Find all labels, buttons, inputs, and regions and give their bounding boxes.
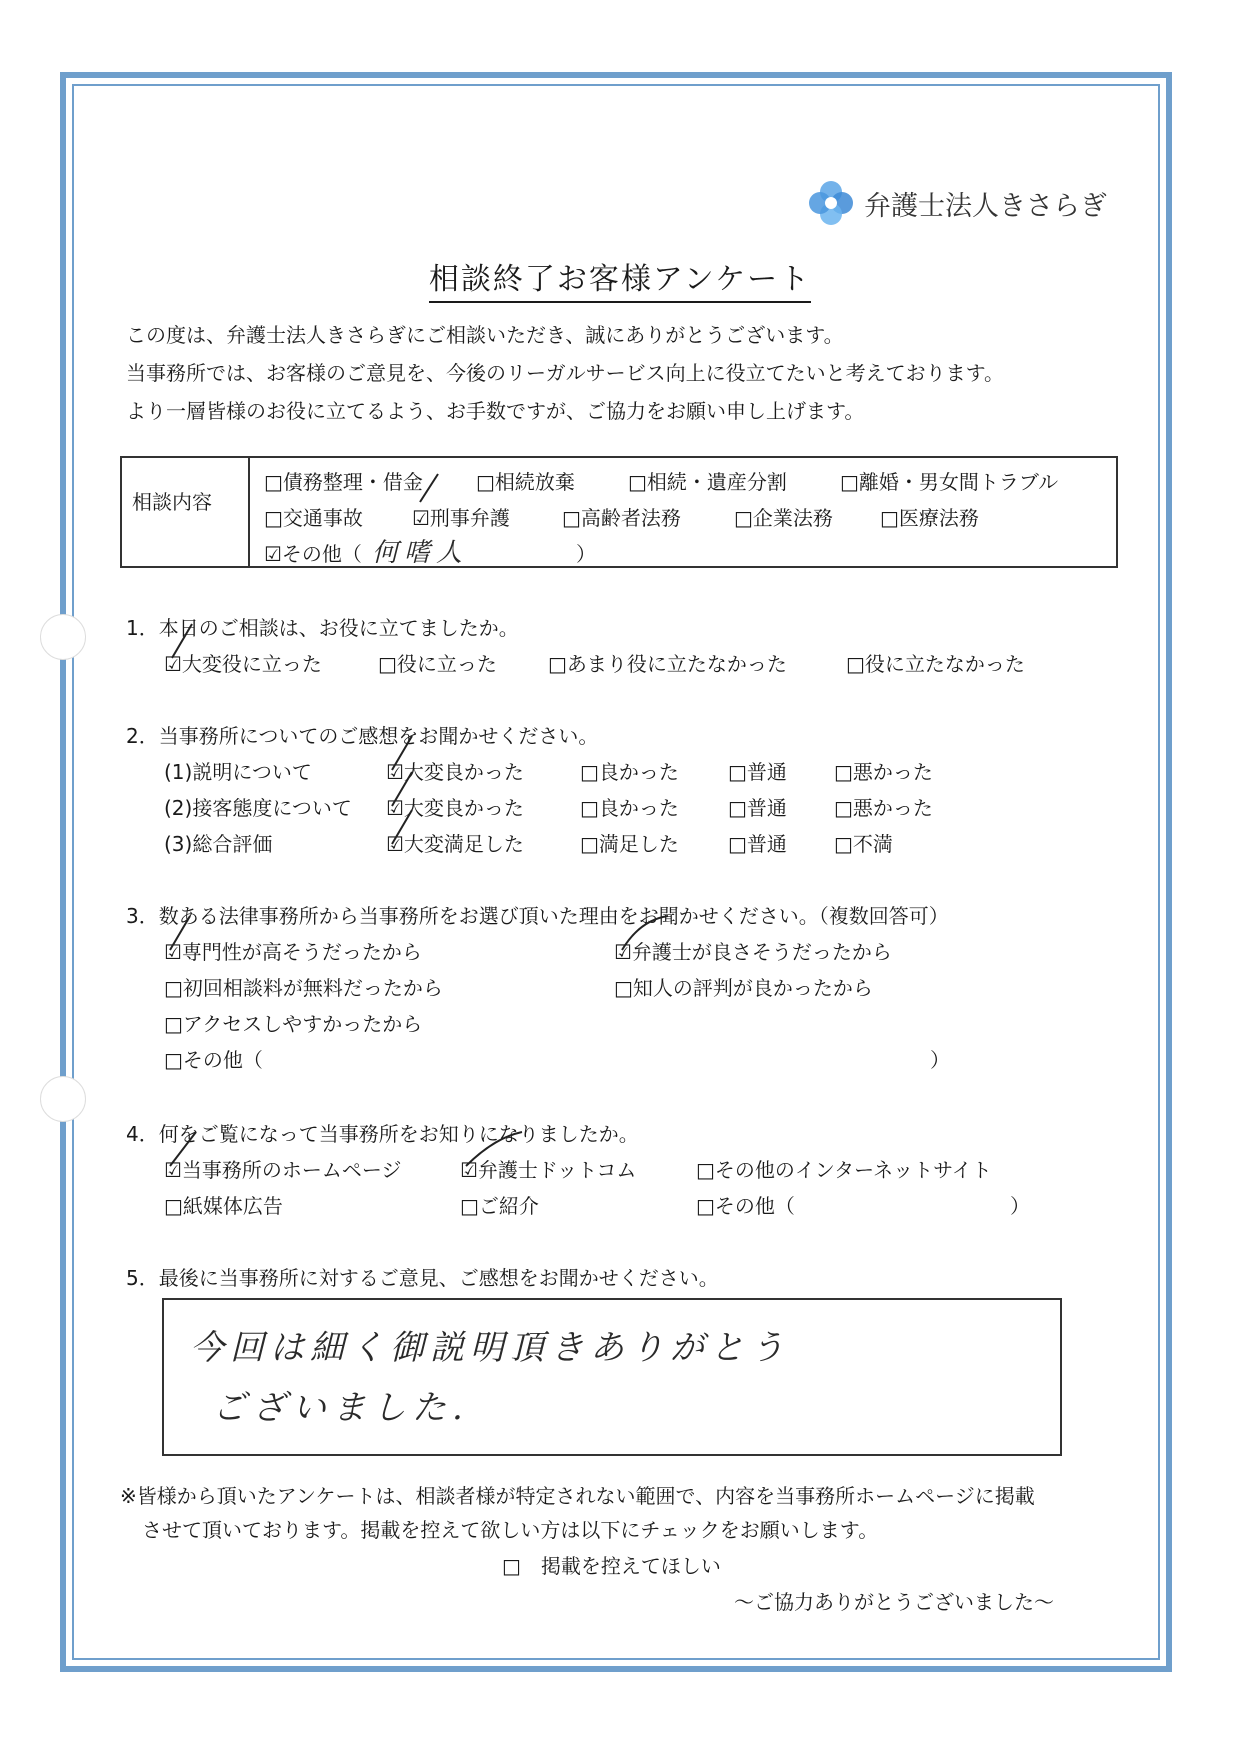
q3-option[interactable]: ☑専門性が高そうだったから <box>164 940 422 964</box>
q2-option[interactable]: □普通 <box>728 796 787 820</box>
check-stroke-icon <box>390 770 414 810</box>
q2-option[interactable]: □悪かった <box>834 760 933 784</box>
check-stroke-icon <box>390 808 414 848</box>
option-elderly[interactable]: □高齢者法務 <box>562 506 681 530</box>
q2-row-label: (3)総合評価 <box>164 832 273 856</box>
publication-note: ※皆様から頂いたアンケートは、相談者様が特定されない範囲で、内容を当事務所ホームページに掲載 <box>120 1484 1035 1508</box>
q2-question: 2．当事務所についてのご感想をお聞かせください。 <box>126 724 599 748</box>
q2-option[interactable]: □普通 <box>728 760 787 784</box>
punch-hole-bottom <box>40 1076 86 1122</box>
option-inheritance-division[interactable]: □相続・遺産分割 <box>628 470 787 494</box>
q1-question: 1．本日のご相談は、お役に立てましたか。 <box>126 616 519 640</box>
q2-option[interactable]: ☑大変良かった <box>386 796 524 820</box>
check-stroke-icon <box>620 914 670 954</box>
other-close-paren: ） <box>576 542 596 566</box>
q4-option[interactable]: □ご紹介 <box>460 1194 539 1218</box>
option-corporate[interactable]: □企業法務 <box>734 506 833 530</box>
intro-line: 当事務所では、お客様のご意見を、今後のリーガルサービス向上に役立てたいと考えております。 <box>126 361 1004 385</box>
q2-option[interactable]: ☑大変良かった <box>386 760 524 784</box>
option-inheritance-renounce[interactable]: □相続放棄 <box>476 470 575 494</box>
q3-option-other[interactable]: □その他（ <box>164 1048 263 1072</box>
check-stroke-icon <box>464 1130 524 1170</box>
comment-handwritten-line2: ございました. <box>212 1388 469 1428</box>
q2-option[interactable]: □満足した <box>580 832 679 856</box>
q2-option[interactable]: ☑大変満足した <box>386 832 524 856</box>
q1-option[interactable]: □役に立たなかった <box>846 652 1025 676</box>
check-stroke-icon <box>390 734 414 774</box>
q2-row-label: (1)説明について <box>164 760 312 784</box>
q4-option[interactable]: □紙媒体広告 <box>164 1194 283 1218</box>
q2-option[interactable]: □普通 <box>728 832 787 856</box>
q4-other-close: ） <box>1010 1194 1030 1218</box>
option-medical[interactable]: □医療法務 <box>880 506 979 530</box>
check-stroke-icon <box>170 622 194 662</box>
q3-question: 3．数ある法律事務所から当事務所をお選び頂いた理由をお聞かせください。（複数回答可） <box>126 904 949 928</box>
q4-option-other[interactable]: □その他（ <box>696 1194 795 1218</box>
q2-option[interactable]: □良かった <box>580 796 679 820</box>
q3-other-close: ） <box>930 1048 950 1072</box>
consultation-label: 相談内容 <box>132 490 212 514</box>
punch-hole-top <box>40 614 86 660</box>
option-other[interactable]: ☑その他（ <box>264 542 362 566</box>
optout-checkbox[interactable]: □ 掲載を控えてほしい <box>502 1554 721 1578</box>
other-handwritten: 何嗜人 <box>372 538 469 568</box>
check-stroke-icon <box>168 1130 198 1170</box>
intro-line: この度は、弁護士法人きさらぎにご相談いただき、誠にありがとうございます。 <box>126 323 844 347</box>
firm-logo <box>806 178 1107 228</box>
option-traffic[interactable]: □交通事故 <box>264 506 363 530</box>
q4-option[interactable]: ☑当事務所のホームページ <box>164 1158 402 1182</box>
option-divorce[interactable]: □離婚・男女間トラブル <box>840 470 1059 494</box>
flower-logo-icon <box>806 178 856 228</box>
intro-line: より一層皆様のお役に立てるよう、お手数ですが、ご協力をお願い申し上げます。 <box>126 399 865 423</box>
check-stroke-icon <box>418 472 442 506</box>
box-divider <box>248 458 250 566</box>
q2-option[interactable]: □良かった <box>580 760 679 784</box>
q2-option[interactable]: □悪かった <box>834 796 933 820</box>
page-title: 相談終了お客様アンケート <box>0 254 1240 298</box>
q2-row-label: (2)接客態度について <box>164 796 352 820</box>
q3-option[interactable]: ☑弁護士が良さそうだったから <box>614 940 892 964</box>
q4-question: 4．何をご覧になって当事務所をお知りになりましたか。 <box>126 1122 639 1146</box>
publication-note-cont: させて頂いております。掲載を控えて欲しい方は以下にチェックをお願いします。 <box>142 1518 879 1542</box>
option-criminal[interactable]: ☑刑事弁護 <box>412 506 510 530</box>
intro-text <box>126 316 1004 430</box>
q4-option[interactable]: ☑弁護士ドットコム <box>460 1158 637 1182</box>
q5-question: 5．最後に当事務所に対するご意見、ご感想をお聞かせください。 <box>126 1266 719 1290</box>
option-debt[interactable]: □債務整理・借金 <box>264 470 423 494</box>
q1-option[interactable]: □役に立った <box>378 652 497 676</box>
q3-option[interactable]: □アクセスしやすかったから <box>164 1012 423 1036</box>
q1-option[interactable]: ☑大変役に立った <box>164 652 322 676</box>
q4-option[interactable]: □その他のインターネットサイト <box>696 1158 992 1182</box>
q3-option[interactable]: □知人の評判が良かったから <box>614 976 873 1000</box>
check-stroke-icon <box>168 914 192 954</box>
comment-handwritten-line1: 今回は細く御説明頂きありがとう <box>190 1328 790 1368</box>
closing-thanks: ～ご協力ありがとうございました～ <box>734 1590 1054 1614</box>
q3-option[interactable]: □初回相談料が無料だったから <box>164 976 443 1000</box>
firm-name: 弁護士法人きさらぎ <box>864 190 1107 222</box>
q1-option[interactable]: □あまり役に立たなかった <box>548 652 787 676</box>
q2-option[interactable]: □不満 <box>834 832 893 856</box>
